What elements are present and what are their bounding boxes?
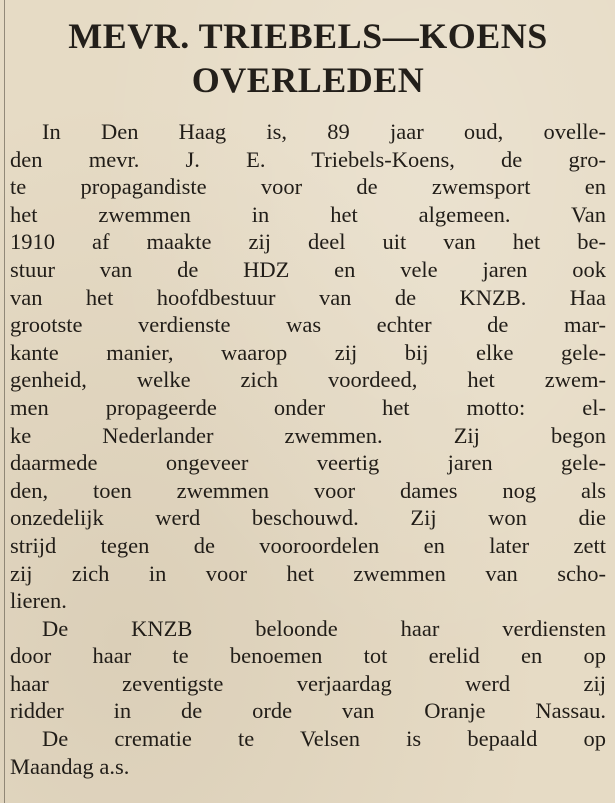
text-line: stuur van de HDZ en vele jaren ook — [10, 256, 606, 282]
text-line: genheid, welke zich voordeed, het zwem- — [10, 367, 606, 393]
text-line: In Den Haag is, 89 jaar oud, ovelle- — [42, 119, 606, 144]
article-headline — [10, 14, 606, 102]
text-line: ke Nederlander zwemmen. Zij begon — [10, 422, 606, 448]
headline-line-2: OVERLEDEN — [191, 60, 425, 100]
text-line: door haar te benoemen tot erelid en op — [10, 643, 606, 669]
text-line: den, toen zwemmen voor dames nog als — [10, 477, 606, 503]
text-line: 1910 af maakte zij deel uit van het be- — [10, 229, 606, 255]
text-line: het zwemmen in het algemeen. Van — [10, 201, 606, 227]
paragraph-2 — [10, 615, 606, 725]
text-line: men propageerde onder het motto: el- — [10, 394, 606, 420]
paragraph-3 — [10, 725, 606, 780]
text-line: daarmede ongeveer veertig jaren gele- — [10, 450, 606, 476]
paragraph-1 — [10, 118, 606, 615]
text-line: De KNZB beloonde haar verdiensten — [42, 615, 606, 641]
text-line: kante manier, waarop zij bij elke gele- — [10, 339, 606, 365]
article-body — [10, 118, 606, 780]
text-line: te propagandiste voor de zwemsport en — [10, 174, 606, 200]
text-line: lieren. — [10, 588, 67, 614]
text-line: zij zich in voor het zwemmen van scho- — [10, 560, 606, 586]
text-line: ridder in de orde van Oranje Nassau. — [10, 698, 606, 724]
text-line: Maandag a.s. — [10, 753, 130, 779]
obituary-article — [10, 14, 606, 780]
column-rule — [4, 0, 5, 803]
text-line: De crematie te Velsen is bepaald op — [42, 726, 606, 752]
text-line: haar zeventigste verjaardag werd zij — [10, 670, 606, 696]
text-line: strijd tegen de vooroordelen en later zett — [10, 532, 606, 558]
text-line: den mevr. J. E. Triebels-Koens, de gro- — [10, 146, 606, 172]
headline-line-1: MEVR. TRIEBELS—KOENS — [68, 16, 548, 56]
text-line: onzedelijk werd beschouwd. Zij won die — [10, 505, 606, 531]
text-line: grootste verdienste was echter de mar- — [10, 312, 606, 338]
text-line: van het hoofdbestuur van de KNZB. Haa — [10, 284, 606, 310]
